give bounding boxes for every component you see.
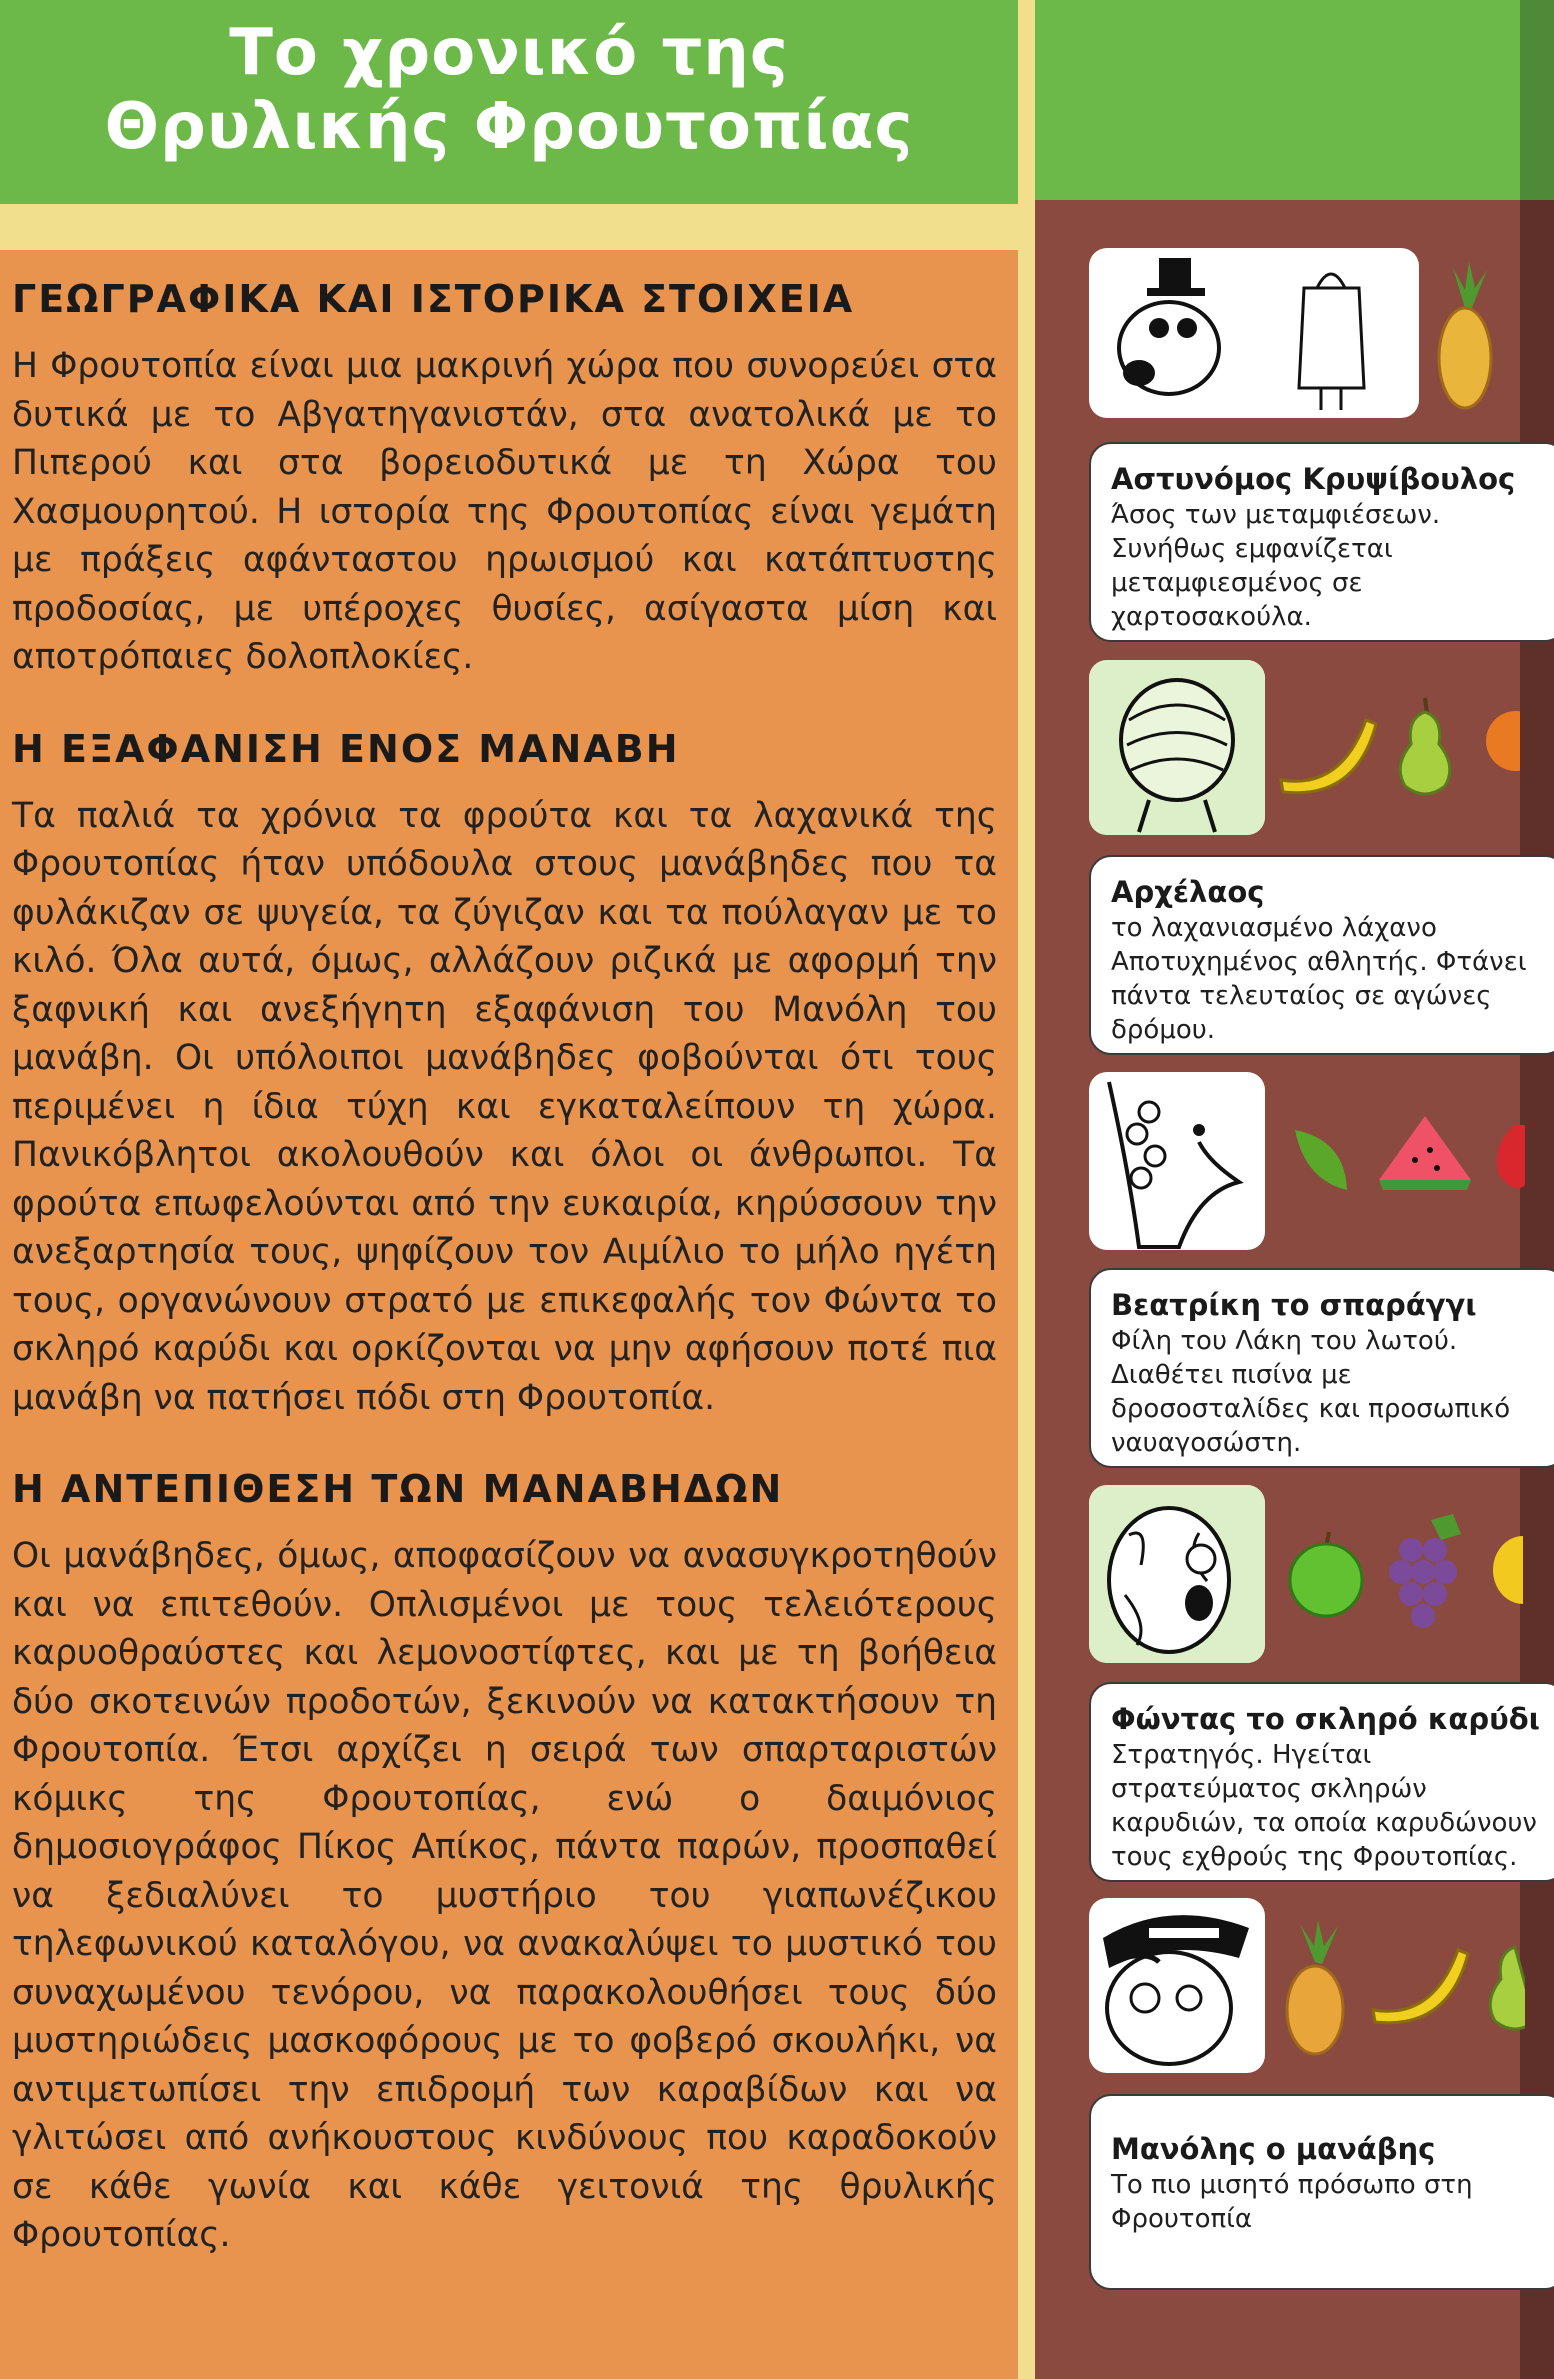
section-heading-counterattack: Η ΑΝΤΕΠΙΘΕΣΗ ΤΩΝ ΜΑΝΑΒΗΔΩΝ — [12, 1467, 784, 1511]
section-heading-disappearance: Η ΕΞΑΦΑΝΙΣΗ ΕΝΟΣ ΜΑΝΑΒΗ — [12, 726, 680, 771]
character-card-detective — [1089, 442, 1554, 642]
strawberry-icon — [1485, 1115, 1525, 1195]
cabbage-illustration-icon — [1089, 660, 1265, 835]
character-portrait-grocer — [1089, 1898, 1265, 2073]
character-description: Το πιο μισητό πρόσωπο στη Φρουτοπία — [1111, 2170, 1473, 2234]
grocer-illustration-icon — [1089, 1898, 1265, 2073]
character-portrait-cabbage — [1089, 660, 1265, 835]
page-title-line1: Το χρονικό της — [229, 16, 789, 90]
lemon-icon — [1483, 1530, 1523, 1610]
character-portrait-asparagus — [1089, 1072, 1265, 1250]
character-name: Μανόλης ο μανάβης — [1111, 2132, 1436, 2166]
lime-icon — [1285, 1120, 1355, 1200]
page-title-line2: Θρυλικής Φρουτοπίας — [104, 90, 914, 164]
character-name: Βεατρίκη το σπαράγγι — [1111, 1288, 1477, 1322]
pineapple-icon — [1435, 258, 1495, 418]
character-description: το λαχανιασμένο λάχανο Αποτυχημένος αθλητής. Φτάνει πάντα τελευταίος σε αγώνες δρόμου. — [1111, 913, 1527, 1045]
article-body — [12, 274, 997, 2302]
character-name: Φώντας το σκληρό καρύδι — [1111, 1702, 1540, 1736]
text-panel — [0, 250, 1018, 2379]
character-name: Αρχέλαος — [1111, 875, 1265, 909]
character-description: Φίλη του Λάκη του λωτού. Διαθέτει πισίνα με δροσοσταλίδες και προσωπικό ναυαγοσώστη. — [1111, 1326, 1511, 1458]
character-card-grocer — [1089, 2094, 1554, 2290]
orange-fruit-icon — [1480, 705, 1520, 775]
detective-illustration-icon — [1089, 248, 1419, 418]
grapes-icon — [1381, 1510, 1471, 1630]
character-portrait-detective — [1089, 248, 1419, 418]
section-text-geography: Η Φρουτοπία είναι μια μακρινή χώρα που συνορεύει στα δυτικά με το Αβγατηγανιστάν, στα ανατολικά με το Πιπερού και στα βορειοδυτικά με τη Χώρα του Χασμουρητού. Η ιστορία της Φρουτοπίας είναι γεμάτη με πράξεις αφάνταστου ηρωισμού και κατάπτυστης προδοσίας, με υπέροχες θυσίες, ασίγαστα μίση και αποτρόπαιες δολοπλοκίες. — [12, 346, 997, 677]
pineapple-icon — [1280, 1918, 1350, 2058]
character-portrait-walnut — [1089, 1485, 1265, 1663]
character-description: Άσος των μεταμφιέσεων. Συνήθως εμφανίζεται μεταμφιεσμένος σε χαρτοσακούλα. — [1111, 500, 1441, 632]
character-name: Αστυνόμος Κρυψίβουλος — [1111, 462, 1516, 496]
banana-icon — [1363, 1930, 1473, 2030]
character-description: Στρατηγός. Ηγείται στρατεύματος σκληρών καρυδιών, τα οποία καρυδώνουν τους εχθρούς της Φρουτοπίας. — [1111, 1740, 1537, 1872]
sidebar-top-band — [1035, 0, 1554, 200]
section-text-disappearance: Τα παλιά τα χρόνια τα φρούτα και τα λαχανικά της Φρουτοπίας ήταν υπόδουλα στους μανάβηδες που τα φυλάκιζαν σε ψυγεία, τα ζύγιζαν και τα πούλαγαν με το κιλό. Όλα αυτά, όμως, αλλάζουν ριζικά με αφορμή την ξαφνική και ανεξήγητη εξαφάνιση του Μανόλη του μανάβη. Οι υπόλοιποι μανάβηδες φοβούνται ότι τους περιμένει η ίδια τύχη και εγκαταλείπουν τη χώρα. Πανικόβλητοι ακολουθούν και όλοι οι άνθρωποι. Τα φρούτα επωφελούνται από την ευκαιρία, κηρύσσουν την ανεξαρτησία τους, ψηφίζουν τον Αιμίλιο το μήλο ηγέτη τους, οργανώνουν στρατό με επικεφαλής τον Φώντα το σκληρό καρύδι και ορκίζονται να μην αφήσουν ποτέ πια μανάβη να πατήσει πόδι στη Φρουτοπία. — [12, 795, 997, 1418]
title-banner — [0, 0, 1018, 204]
walnut-illustration-icon — [1089, 1485, 1265, 1663]
green-apple-icon — [1281, 1528, 1371, 1618]
character-sidebar — [1035, 0, 1554, 2379]
character-card-asparagus — [1089, 1268, 1554, 1468]
pear-icon — [1385, 690, 1465, 800]
asparagus-illustration-icon — [1089, 1072, 1265, 1250]
section-heading-geography: ΓΕΩΓΡΑΦΙΚΑ ΚΑΙ ΙΣΤΟΡΙΚΑ ΣΤΟΙΧΕΙΑ — [12, 277, 855, 321]
banana-icon — [1271, 700, 1381, 800]
character-card-walnut — [1089, 1682, 1554, 1882]
pear-icon — [1475, 1925, 1525, 2035]
page-gutter-top — [1520, 0, 1554, 200]
section-text-counterattack: Οι μανάβηδες, όμως, αποφασίζουν να ανασυγκροτηθούν και να επιτεθούν. Οπλισμένοι με τους τελειότερους καρυοθραύστες και λεμονοστίφτες, και με τη βοήθεια δύο σκοτεινών προδοτών, ξεκινούν να κατακτήσουν τη Φρουτοπία. Έτσι αρχίζει η σειρά των σπαρταριστών κόμικς της Φρουτοπίας, ενώ ο δαιμόνιος δημοσιογράφος Πίκος Απίκος, πάντα παρών, προσπαθεί να ξεδιαλύνει το μυστήριο του γιαπωνέζικου τηλεφωνικού καταλόγου, να ανακαλύψει το μυστικό του συναχωμένου τενόρου, να παρακολουθήσει τους δύο μυστηριώδεις μασκοφόρους με το φοβερό σκουλήκι, να αντιμετωπίσει την επιδρομή των καραβίδων και να γλιτώσει από ανήκουστους κινδύνους που καραδοκούν σε κάθε γωνία και κάθε γειτονιά της θρυλικής Φρουτοπίας. — [12, 1536, 997, 2255]
page-gutter — [1520, 0, 1554, 2379]
character-card-cabbage — [1089, 855, 1554, 1055]
watermelon-icon — [1375, 1110, 1475, 1200]
